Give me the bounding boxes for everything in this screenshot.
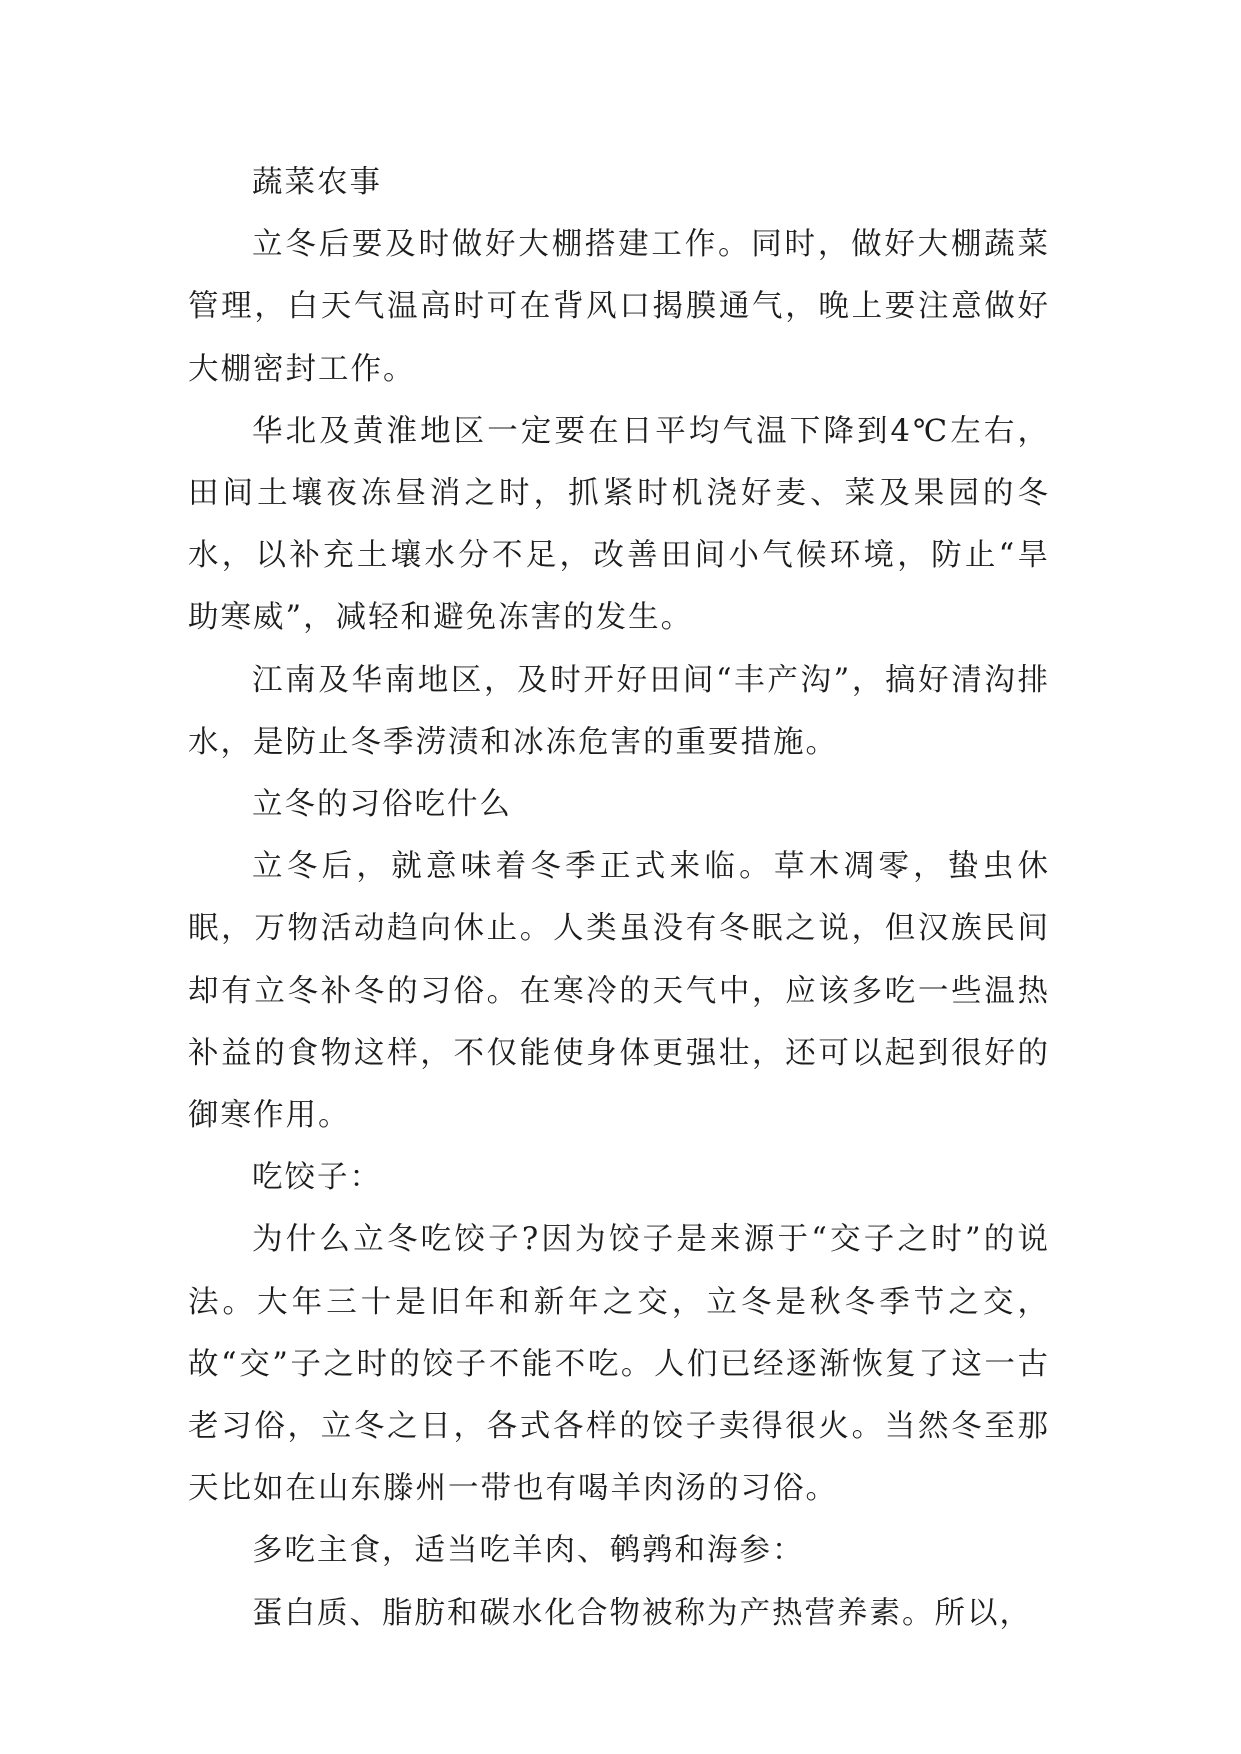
heading-customs: 立冬的习俗吃什么 (252, 787, 513, 823)
heading-vegetable-farming: 蔬菜农事 (252, 165, 383, 200)
paragraph-greenhouse: 立冬后要及时做好大棚搭建工作。同时，做好大棚蔬菜管理，白天气温高时可在背风口揭膜通气，晚上要注意做好大棚密封工作。 (188, 227, 1050, 387)
paragraph-winter-arrives: 立冬后，就意味着冬季正式来临。草木凋零，蛰虫休眠，万物活动趋向休止。人类虽没有冬眠之说，但汉族民间却有立冬补冬的习俗。在寒冷的天气中，应该多吃一些温热补益的食物这样，不仅能使身体更强壮，还可以起到很好的御寒作用。 (188, 849, 1050, 1134)
heading-staple-food: 多吃主食，适当吃羊肉、鹌鹑和海参： (252, 1533, 805, 1569)
heading-dumplings: 吃饺子： (252, 1160, 383, 1196)
paragraph-north-china: 华北及黄淮地区一定要在日平均气温下降到4℃左右，田间土壤夜冻昼消之时，抓紧时机浇好麦、菜及果园的冬水，以补充土壤水分不足，改善田间小气候环境，防止“旱助寒威”，减轻和避免冻害的发生。 (188, 413, 1050, 636)
paragraph-dumplings: 为什么立冬吃饺子?因为饺子是来源于“交子之时”的说法。大年三十是旧年和新年之交，立冬是秋冬季节之交，故“交”子之时的饺子不能不吃。人们已经逐渐恢复了这一古老习俗，立冬之日，各式各样的饺子卖得很火。当然冬至那天比如在山东滕州一带也有喝羊肉汤的习俗。 (188, 1222, 1050, 1507)
document-body (188, 152, 1050, 1645)
paragraph-south-china: 江南及华南地区，及时开好田间“丰产沟”，搞好清沟排水，是防止冬季涝渍和冰冻危害的重要措施。 (188, 662, 1050, 760)
paragraph-nutrients: 蛋白质、脂肪和碳水化合物被称为产热营养素。所以， (252, 1595, 1033, 1631)
